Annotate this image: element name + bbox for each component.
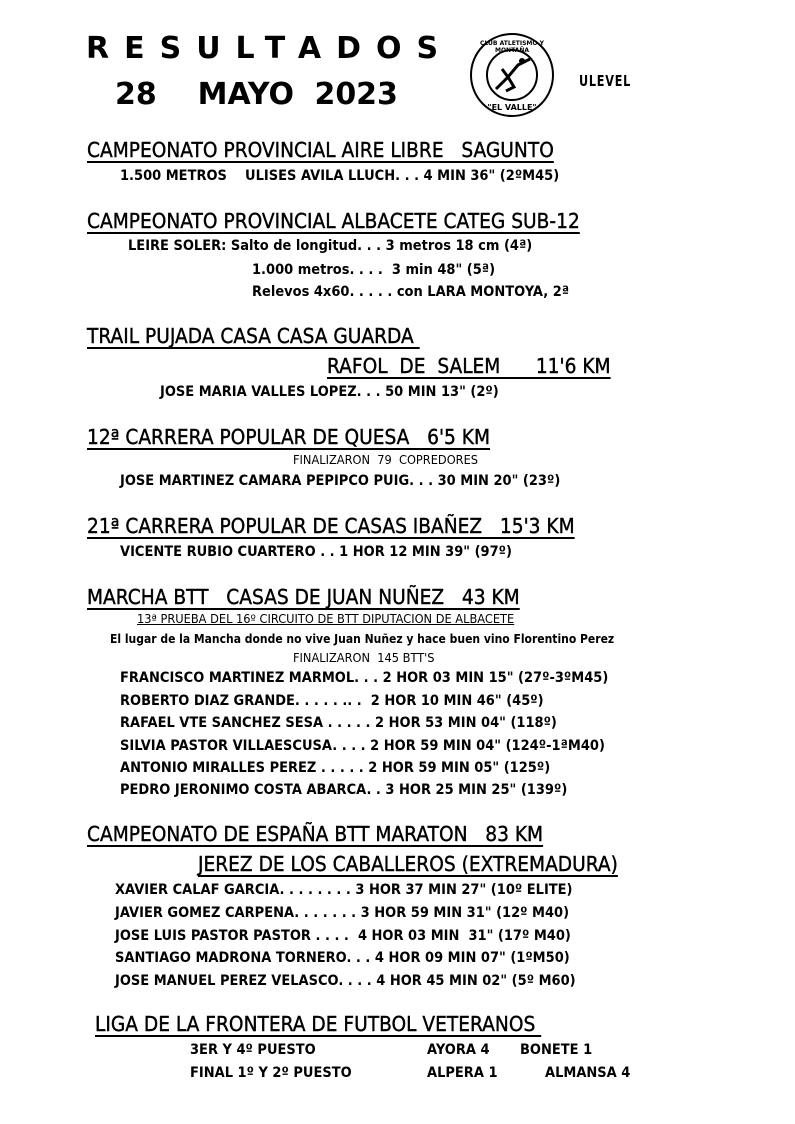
section-heading: TRAIL PUJADA CASA CASA GUARDA (87, 324, 420, 348)
result-line: JOSE MANUEL PEREZ VELASCO. . . . 4 HOR 45 MIN 02" (5º M60) (115, 973, 576, 989)
section-subheading: 13ª PRUEBA DEL 16º CIRCUITO DE BTT DIPUTACION DE ALBACETE (137, 612, 515, 626)
result-line: SILVIA PASTOR VILLAESCUSA. . . . 2 HOR 59 MIN 04" (124º-1ªM40) (120, 738, 605, 754)
match-round: FINAL 1º Y 2º PUESTO (190, 1065, 352, 1081)
section-heading: 21ª CARRERA POPULAR DE CASAS IBAÑEZ 15'3 KM (87, 514, 575, 538)
result-line: PEDRO JERONIMO COSTA ABARCA. . 3 HOR 25 MIN 25" (139º) (120, 782, 568, 798)
logo-text-bottom: "EL VALLE" (487, 103, 537, 112)
sponsor-logo: ULEVEL (579, 72, 632, 90)
page-date: 28 MAYO 2023 (115, 77, 398, 112)
result-line: SANTIAGO MADRONA TORNERO. . . 4 HOR 09 MIN 07" (1ºM50) (115, 950, 570, 966)
match-team2: ALMANSA 4 (545, 1065, 631, 1081)
result-line: JOSE LUIS PASTOR PASTOR . . . . 4 HOR 03 MIN 31" (17º M40) (115, 928, 571, 944)
match-round: 3ER Y 4º PUESTO (190, 1042, 316, 1058)
match-team1: AYORA 4 (427, 1042, 490, 1058)
result-line: ANTONIO MIRALLES PEREZ . . . . . 2 HOR 59 MIN 05" (125º) (120, 760, 551, 776)
section-heading: CAMPEONATO DE ESPAÑA BTT MARATON 83 KM (87, 822, 544, 846)
result-line: JOSE MARIA VALLES LOPEZ. . . 50 MIN 13" (2º) (160, 384, 499, 400)
logo-text-top: CLUB ATLETISMO Y MONTAÑA (480, 40, 544, 54)
match-team1: ALPERA 1 (427, 1065, 498, 1081)
result-line: FRANCISCO MARTINEZ MARMOL. . . 2 HOR 03 MIN 15" (27º-3ºM45) (120, 670, 609, 686)
result-line: RAFAEL VTE SANCHEZ SESA . . . . . 2 HOR 53 MIN 04" (118º) (120, 715, 557, 731)
section-heading: CAMPEONATO PROVINCIAL AIRE LIBRE SAGUNTO (87, 138, 554, 162)
section-heading-2: JEREZ DE LOS CABALLEROS (EXTREMADURA) (198, 852, 618, 876)
match-team2: BONETE 1 (520, 1042, 593, 1058)
result-line: JOSE MARTINEZ CAMARA PEPIPCO PUIG. . . 30 MIN 20" (23º) (120, 473, 561, 489)
finishers-note: FINALIZARON 145 BTT'S (293, 651, 435, 665)
section-comment: El lugar de la Mancha donde no vive Juan Nuñez y hace buen vino Florentino Perez (110, 632, 615, 646)
section-heading: LIGA DE LA FRONTERA DE FUTBOL VETERANOS (95, 1012, 542, 1036)
section-heading: 12ª CARRERA POPULAR DE QUESA 6'5 KM (87, 425, 491, 449)
result-line: XAVIER CALAF GARCIA. . . . . . . . 3 HOR 37 MIN 27" (10º ELITE) (115, 882, 573, 898)
result-line: 1.500 METROS ULISES AVILA LLUCH. . . 4 MIN 36" (2ºM45) (120, 168, 560, 184)
section-heading: MARCHA BTT CASAS DE JUAN NUÑEZ 43 KM (87, 585, 520, 609)
page-title: RESULTADOS (86, 31, 454, 66)
finishers-note: FINALIZARON 79 COPREDORES (293, 453, 479, 467)
result-line: Relevos 4x60. . . . . con LARA MONTOYA, 2ª (252, 284, 570, 300)
runner-icon (486, 49, 538, 101)
section-heading: CAMPEONATO PROVINCIAL ALBACETE CATEG SUB-12 (87, 209, 580, 233)
result-line: LEIRE SOLER: Salto de longitud. . . 3 metros 18 cm (4ª) (128, 238, 533, 254)
result-line: VICENTE RUBIO CUARTERO . . 1 HOR 12 MIN 39" (97º) (120, 544, 512, 560)
club-logo (470, 33, 554, 117)
result-line: 1.000 metros. . . . 3 min 48" (5ª) (252, 262, 496, 278)
result-line: JAVIER GOMEZ CARPENA. . . . . . . 3 HOR 59 MIN 31" (12º M40) (115, 905, 570, 921)
result-line: ROBERTO DIAZ GRANDE. . . . . .. . 2 HOR 10 MIN 46" (45º) (120, 693, 544, 709)
section-heading-2: RAFOL DE SALEM 11'6 KM (327, 354, 611, 378)
